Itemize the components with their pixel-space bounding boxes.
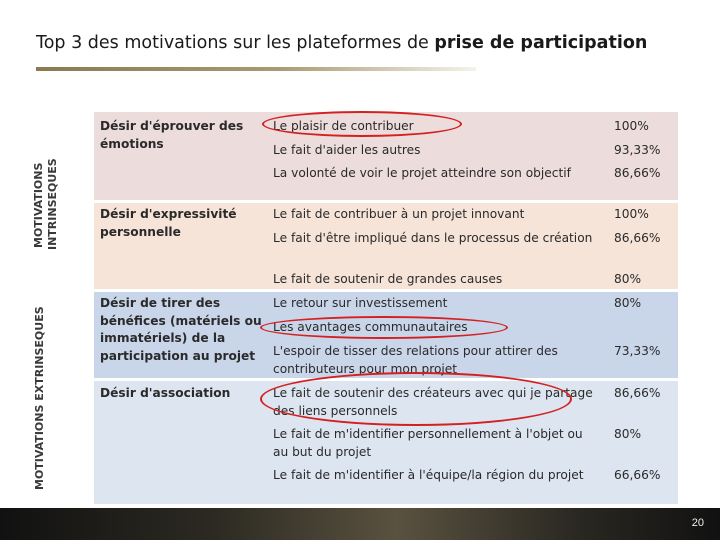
row-text: Le fait d'être impliqué dans le processus de création <box>273 231 593 245</box>
slide-title-prefix: Top 3 des motivations sur les plateformes de <box>36 33 435 53</box>
row-text: Le retour sur investissement <box>273 296 448 310</box>
side-label-intrinsic <box>32 100 62 260</box>
slide-title-emphasis: prise de participation <box>434 33 648 53</box>
slide-title <box>36 33 706 53</box>
row-text: La volonté de voir le projet atteindre son objectif <box>273 166 571 180</box>
footer-bar <box>0 508 720 540</box>
row-text: Le fait de m'identifier à l'équipe/la région du projet <box>273 468 584 482</box>
row-percentage: 93,33% <box>614 143 661 157</box>
row-percentage: 86,66% <box>614 386 661 400</box>
group-category: Désir de tirer des bénéfices (matériels ou immatériels) de la participation au projet <box>100 296 262 363</box>
row-percentage: 80% <box>614 296 642 310</box>
row-text: Le fait de m'identifier personnellement à l'objet ou au but du projet <box>273 427 583 459</box>
highlight-oval-createurs <box>260 372 572 426</box>
row-percentage: 100% <box>614 207 649 221</box>
row-percentage: 66,66% <box>614 468 661 482</box>
side-label-intrinsic-line1: MOTIVATIONS <box>32 162 45 248</box>
row-text: Le fait de soutenir des créateurs avec qui je partage des liens personnels <box>273 386 593 418</box>
row-text: Le plaisir de contribuer <box>273 119 414 133</box>
page-number: 20 <box>691 517 704 529</box>
highlight-oval-plaisir <box>262 111 462 137</box>
row-percentage: 100% <box>614 119 649 133</box>
highlight-oval-avantages <box>260 316 508 339</box>
row-percentage: 73,33% <box>614 344 661 358</box>
motivations-table <box>94 112 678 504</box>
side-label-intrinsic-line2: INTRINSEQUES <box>46 158 59 250</box>
group-expressivity <box>94 201 678 290</box>
row-text: Le fait d'aider les autres <box>273 143 421 157</box>
group-separator <box>94 289 678 292</box>
title-underline <box>36 67 476 71</box>
side-label-extrinsic <box>32 300 62 495</box>
row-text: Les avantages communautaires <box>273 320 468 334</box>
group-category: Désir d'expressivité personnelle <box>100 207 237 239</box>
row-percentage: 86,66% <box>614 231 661 245</box>
group-separator <box>94 200 678 203</box>
row-percentage: 80% <box>614 427 642 441</box>
row-text: Le fait de soutenir de grandes causes <box>273 272 503 286</box>
row-text: L'espoir de tisser des relations pour attirer des contributeurs pour mon projet <box>273 344 558 376</box>
side-label-extrinsic-text: MOTIVATIONS EXTRINSEQUES <box>33 306 46 490</box>
row-percentage: 80% <box>614 272 642 286</box>
group-category: Désir d'association <box>100 386 231 400</box>
group-category: Désir d'éprouver des émotions <box>100 119 244 151</box>
row-text: Le fait de contribuer à un projet innovant <box>273 207 525 221</box>
row-percentage: 86,66% <box>614 166 661 180</box>
